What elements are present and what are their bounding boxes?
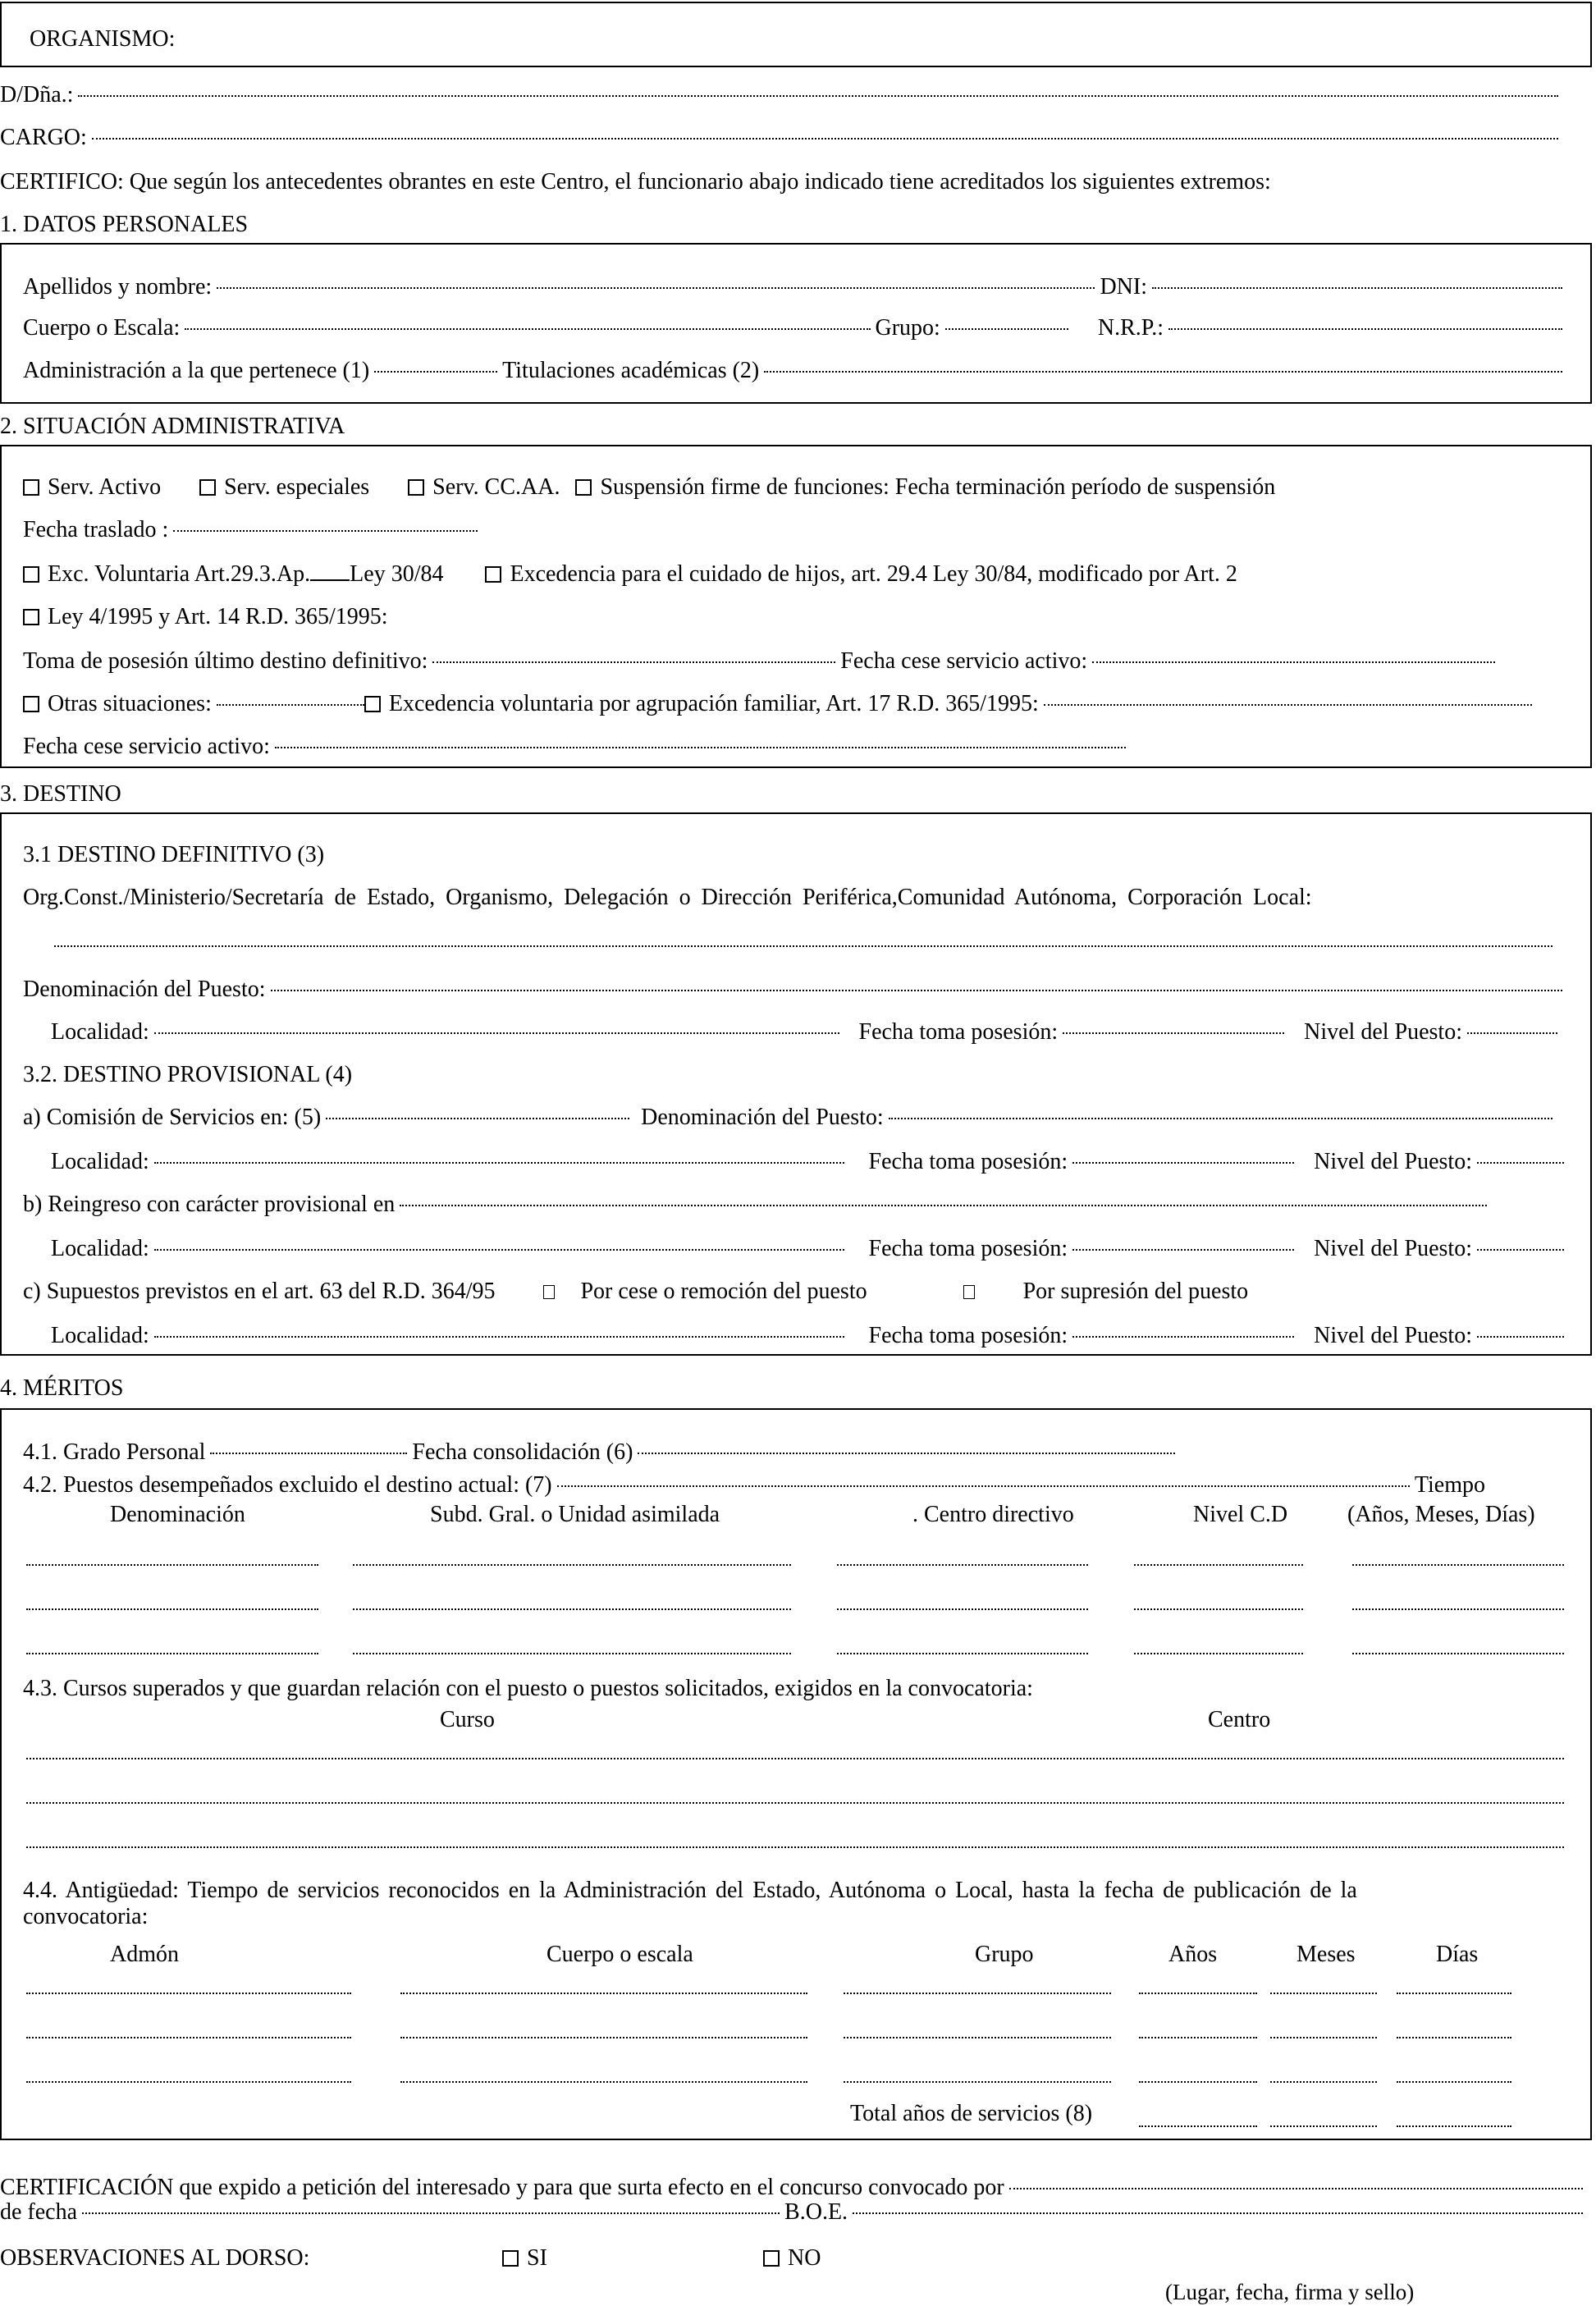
reingreso-label: b) Reingreso con carácter provisional en xyxy=(23,1192,396,1217)
section-4-title: 4. MÉRITOS xyxy=(0,1375,124,1401)
tiempo-label: Tiempo xyxy=(1414,1472,1485,1498)
antiguedad-cell[interactable] xyxy=(1139,2037,1257,2038)
serv-especiales-checkbox[interactable] xyxy=(199,479,216,496)
exc-voluntaria-label-a: Exc. Voluntaria Art.29.3.Ap. xyxy=(48,561,311,587)
puestos-cell[interactable] xyxy=(353,1608,791,1610)
por-cese-label: Por cese o remoción del puesto xyxy=(580,1279,867,1304)
antiguedad-cell[interactable] xyxy=(1397,2037,1511,2038)
observaciones-label: OBSERVACIONES AL DORSO: xyxy=(0,2245,310,2271)
puestos-cell[interactable] xyxy=(1134,1564,1303,1566)
serv-ccaa-label: Serv. CC.AA. xyxy=(432,474,560,500)
toma-posesion-label: Toma de posesión último destino definitivo: xyxy=(23,648,428,674)
antiguedad-cell[interactable] xyxy=(400,2081,807,2083)
puestos-cell[interactable] xyxy=(1134,1608,1303,1610)
col-denominacion: Denominación xyxy=(110,1502,245,1527)
situacion-row-3 xyxy=(23,558,1237,591)
no-checkbox[interactable] xyxy=(763,2250,780,2267)
total-anios-label: Total años de servicios (8) xyxy=(850,2101,1093,2126)
total-anios-field[interactable] xyxy=(1139,2125,1257,2127)
provisional-title: 3.2. DESTINO PROVISIONAL (4) xyxy=(23,1062,353,1087)
cursos-line[interactable] xyxy=(26,1758,1564,1759)
excedencia-agrupacion-checkbox[interactable] xyxy=(364,696,381,712)
observaciones-si xyxy=(502,2242,547,2275)
grado-row[interactable] xyxy=(23,1436,1180,1469)
puestos-cell[interactable] xyxy=(837,1564,1088,1566)
dni-label: DNI: xyxy=(1100,274,1147,300)
certifico-text: CERTIFICO: Que según los antecedentes obrantes en este Centro, el funcionario abajo indicado tiene acreditados los siguientes extremos: xyxy=(0,169,1271,194)
antiguedad-cell[interactable] xyxy=(1139,1993,1257,1994)
puestos-row xyxy=(23,1469,1485,1502)
exc-voluntaria-checkbox[interactable] xyxy=(23,566,39,583)
fecha-traslado-label: Fecha traslado : xyxy=(23,517,169,542)
supuestos-localidad-row[interactable] xyxy=(51,1320,1569,1352)
antiguedad-line-2: convocatoria: xyxy=(23,1904,149,1929)
col-anios: Años xyxy=(1168,1942,1218,1967)
col-centro: Centro xyxy=(1208,1707,1271,1732)
fecha-cese-2-row[interactable] xyxy=(23,730,1131,763)
puestos-label: 4.2. Puestos desempeñados excluido el destino actual: (7) xyxy=(23,1472,552,1498)
grado-label: 4.1. Grado Personal xyxy=(23,1439,206,1465)
no-label: NO xyxy=(788,2245,821,2271)
denominacion-label: Denominación del Puesto: xyxy=(23,977,266,1002)
excedencia-hijos-checkbox[interactable] xyxy=(485,566,501,583)
fecha-traslado-row[interactable] xyxy=(23,514,482,547)
cursos-label: 4.3. Cursos superados y que guardan relación con el puesto o puestos solicitados, exigidos en la convocatoria: xyxy=(23,1676,1033,1701)
toma-posesion-row[interactable] xyxy=(23,645,1500,678)
org-value-line[interactable] xyxy=(54,945,1553,947)
antiguedad-cell[interactable] xyxy=(1270,2037,1377,2038)
administracion-label: Administración a la que pertenece (1) xyxy=(23,358,370,383)
antiguedad-cell[interactable] xyxy=(844,1993,1111,1994)
cargo-label: CARGO: xyxy=(0,125,87,150)
col-subd: Subd. Gral. o Unidad asimilada xyxy=(430,1502,720,1527)
otras-situaciones-label: Otras situaciones: xyxy=(48,691,212,716)
puestos-cell[interactable] xyxy=(837,1653,1088,1654)
reingreso-localidad-label: Localidad: xyxy=(51,1236,149,1261)
cargo-field[interactable] xyxy=(0,121,1563,154)
def-nivel-label: Nivel del Puesto: xyxy=(1304,1019,1462,1045)
comision-nivel-label: Nivel del Puesto: xyxy=(1314,1149,1472,1174)
dona-label: D/Dña.: xyxy=(0,82,74,108)
supuestos-nivel-label: Nivel del Puesto: xyxy=(1314,1323,1472,1348)
fecha-cese-1-label: Fecha cese servicio activo: xyxy=(840,648,1088,674)
def-localidad-label: Localidad: xyxy=(51,1019,149,1045)
apellidos-label: Apellidos y nombre: xyxy=(23,274,213,300)
puestos-cell[interactable] xyxy=(353,1653,791,1654)
denominacion-row[interactable] xyxy=(23,973,1567,1006)
total-dias-field[interactable] xyxy=(1397,2125,1511,2127)
comision-fecha-toma-label: Fecha toma posesión: xyxy=(868,1149,1068,1174)
situacion-row-1 xyxy=(23,471,1275,504)
antiguedad-cell[interactable] xyxy=(1397,2081,1511,2083)
antiguedad-cell[interactable] xyxy=(1270,2081,1377,2083)
excedencia-hijos-label: Excedencia para el cuidado de hijos, art. 29.4 Ley 30/84, modificado por Art. 2 xyxy=(510,561,1237,587)
def-localidad-row[interactable] xyxy=(51,1016,1562,1049)
fecha-consolidacion-label: Fecha consolidación (6) xyxy=(412,1439,633,1465)
reingreso-fecha-toma-label: Fecha toma posesión: xyxy=(868,1236,1068,1261)
boe-label: B.O.E. xyxy=(784,2199,848,2225)
reingreso-localidad-row[interactable] xyxy=(51,1233,1569,1265)
puestos-cell[interactable] xyxy=(353,1564,791,1566)
cuerpo-row[interactable] xyxy=(23,312,1567,345)
comision-denominacion-label: Denominación del Puesto: xyxy=(641,1105,884,1130)
cursos-line[interactable] xyxy=(26,1846,1564,1848)
suspension-checkbox[interactable] xyxy=(575,479,592,496)
certificacion-label: CERTIFICACIÓN que expido a petición del interesado y para que surta efecto en el concurso convocado por xyxy=(0,2175,1004,2200)
antiguedad-cell[interactable] xyxy=(26,2037,351,2038)
por-supresion-checkbox[interactable] xyxy=(963,1285,975,1299)
antiguedad-cell[interactable] xyxy=(400,2037,807,2038)
serv-ccaa-checkbox[interactable] xyxy=(408,479,424,496)
por-supresion-label: Por supresión del puesto xyxy=(1022,1279,1249,1304)
reingreso-row[interactable] xyxy=(23,1188,1492,1221)
total-meses-field[interactable] xyxy=(1270,2125,1377,2127)
administracion-row[interactable] xyxy=(23,355,1567,387)
titulaciones-label: Titulaciones académicas (2) xyxy=(502,358,760,383)
de-fecha-row[interactable] xyxy=(0,2196,1588,2229)
antiguedad-cell[interactable] xyxy=(400,1993,807,1994)
comision-row[interactable] xyxy=(23,1101,1557,1134)
puestos-cell[interactable] xyxy=(837,1608,1088,1610)
cuerpo-label: Cuerpo o Escala: xyxy=(23,315,181,341)
section-3-title: 3. DESTINO xyxy=(0,781,121,807)
definitivo-title: 3.1 DESTINO DEFINITIVO (3) xyxy=(23,842,325,867)
antiguedad-cell[interactable] xyxy=(26,2081,351,2083)
exc-voluntaria-label-b: Ley 30/84 xyxy=(350,561,444,587)
org-line: Org.Const./Ministerio/Secretaría de Estado, Organismo, Delegación o Dirección Periférica,Comunidad Autónoma, Corporación Local: xyxy=(23,885,1312,910)
lugar-fecha-firma-label: (Lugar, fecha, firma y sello) xyxy=(1165,2280,1415,2304)
suspension-label: Suspensión firme de funciones: Fecha terminación período de suspensión xyxy=(600,474,1276,500)
fecha-cese-2-label: Fecha cese servicio activo: xyxy=(23,734,270,759)
situacion-row-4 xyxy=(23,601,388,634)
supuestos-label: c) Supuestos previstos en el art. 63 del R.D. 364/95 xyxy=(23,1279,496,1304)
antiguedad-cell[interactable] xyxy=(844,2037,1111,2038)
col-grupo: Grupo xyxy=(975,1942,1034,1967)
section-1-title: 1. DATOS PERSONALES xyxy=(0,212,249,237)
col-anios-meses-dias: (Años, Meses, Días) xyxy=(1347,1502,1535,1527)
section-2-title: 2. SITUACIÓN ADMINISTRATIVA xyxy=(0,414,345,439)
def-fecha-toma-label: Fecha toma posesión: xyxy=(858,1019,1059,1045)
col-centro-directivo: . Centro directivo xyxy=(912,1502,1074,1527)
de-fecha-label: de fecha xyxy=(0,2199,78,2225)
observaciones-no xyxy=(763,2242,821,2275)
puestos-cell[interactable] xyxy=(1134,1653,1303,1654)
serv-especiales-label: Serv. especiales xyxy=(224,474,370,500)
cursos-line[interactable] xyxy=(26,1802,1564,1804)
serv-activo-label: Serv. Activo xyxy=(48,474,162,500)
si-checkbox[interactable] xyxy=(502,2250,519,2267)
supuestos-localidad-label: Localidad: xyxy=(51,1323,149,1348)
antiguedad-cell[interactable] xyxy=(844,2081,1111,2083)
supuestos-row xyxy=(23,1275,1248,1308)
puestos-cell[interactable] xyxy=(1352,1653,1564,1654)
ley-4-1995-checkbox[interactable] xyxy=(23,609,39,625)
ley-4-1995-label: Ley 4/1995 y Art. 14 R.D. 365/1995: xyxy=(48,604,388,629)
organismo-label: ORGANISMO: xyxy=(30,26,176,52)
antiguedad-line-1: 4.4. Antigüedad: Tiempo de servicios reconocidos en la Administración del Estado, Autónoma o Local, hasta la fecha de publicación de la xyxy=(23,1878,1357,1903)
antiguedad-cell[interactable] xyxy=(1139,2081,1257,2083)
si-label: SI xyxy=(527,2245,547,2271)
dona-field[interactable] xyxy=(0,79,1563,112)
comision-label: a) Comisión de Servicios en: (5) xyxy=(23,1105,322,1130)
col-cuerpo-escala: Cuerpo o escala xyxy=(546,1942,693,1967)
organismo-box xyxy=(0,2,1592,67)
antiguedad-cell[interactable] xyxy=(26,1993,351,1994)
puestos-cell[interactable] xyxy=(1352,1608,1564,1610)
supuestos-fecha-toma-label: Fecha toma posesión: xyxy=(868,1323,1068,1348)
antiguedad-cell[interactable] xyxy=(1270,1993,1377,1994)
grupo-label: Grupo: xyxy=(875,315,940,341)
col-meses: Meses xyxy=(1296,1942,1356,1967)
col-curso: Curso xyxy=(440,1707,495,1732)
otras-situaciones-checkbox[interactable] xyxy=(23,696,39,712)
puestos-cell[interactable] xyxy=(26,1608,318,1610)
col-nivel-cd: Nivel C.D xyxy=(1193,1502,1288,1527)
col-admon: Admón xyxy=(110,1942,179,1967)
excedencia-agrupacion-label: Excedencia voluntaria por agrupación familiar, Art. 17 R.D. 365/1995: xyxy=(388,691,1039,716)
por-cese-checkbox[interactable] xyxy=(543,1285,555,1299)
serv-activo-checkbox[interactable] xyxy=(23,479,39,496)
apellidos-row[interactable] xyxy=(23,271,1567,304)
nrp-label: N.R.P.: xyxy=(1097,315,1164,341)
comision-localidad-row[interactable] xyxy=(51,1146,1569,1178)
col-dias: Días xyxy=(1436,1942,1479,1967)
reingreso-nivel-label: Nivel del Puesto: xyxy=(1314,1236,1472,1261)
otras-situaciones-row[interactable] xyxy=(23,688,1537,721)
puestos-cell[interactable] xyxy=(1352,1564,1564,1566)
puestos-cell[interactable] xyxy=(26,1653,318,1654)
antiguedad-cell[interactable] xyxy=(1397,1993,1511,1994)
puestos-cell[interactable] xyxy=(26,1564,318,1566)
exc-apartado-field[interactable] xyxy=(310,579,350,581)
comision-localidad-label: Localidad: xyxy=(51,1149,149,1174)
